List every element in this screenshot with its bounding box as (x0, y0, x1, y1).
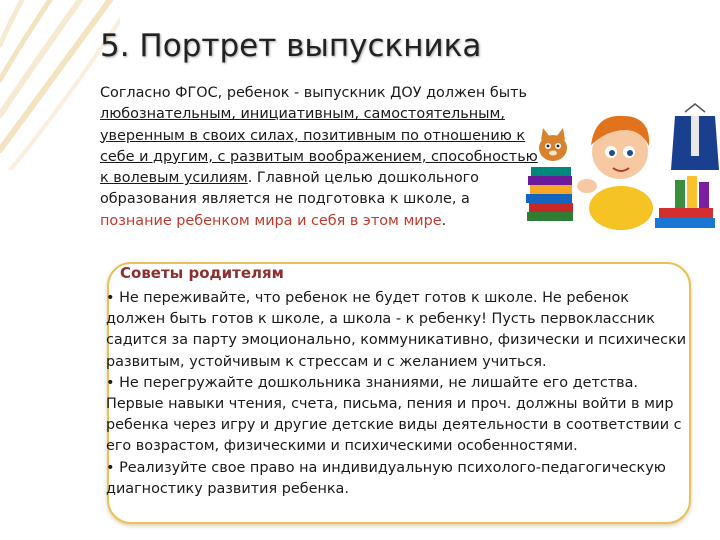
intro-suffix: . (441, 212, 447, 229)
book-stack-right (655, 176, 715, 228)
cat-figure (539, 128, 567, 161)
tip-item-3: • Реализуйте свое право на индивидуальную психолого-педагогическую диагностику развития ребенка. (106, 459, 666, 497)
school-uniform (671, 104, 719, 170)
child-figure (577, 116, 653, 230)
child-with-books-illustration (525, 100, 720, 240)
tips-list (106, 288, 691, 500)
slide-title: 5. Портрет выпускника (100, 28, 482, 64)
intro-paragraph (100, 83, 540, 232)
tips-heading: Советы родителям (120, 264, 284, 282)
intro-middle: . Главной целью дошкольного образования является не подготовка к школе, а (100, 170, 479, 208)
intro-highlight: познание ребенком мира и себя в этом мире (100, 212, 442, 229)
book-stack-left (526, 167, 573, 221)
tip-item-1: • Не переживайте, что ребенок не будет готов к школе. Не ребенок должен быть готов к школе, а школа - к ребенку! Пусть первоклассник садится за парту эмоционально, коммуникативно, физически и психически развитым, устойчивым к стрессам и с желанием учиться. (106, 290, 687, 370)
intro-prefix: Согласно ФГОС, ребенок - выпускник ДОУ должен быть (100, 85, 527, 101)
intro-qualities: любознательным, инициативным, самостоятельным, уверенным в своих силах, позитивным по отношению к себе и другим, с развитым воображением, способностью к волевым усилиям (100, 106, 538, 187)
tip-item-2: • Не перегружайте дошкольника знаниями, не лишайте его детства. Первые навыки чтения, счета, письма, пения и проч. должны войти в мир ребенка через игру и другие детские виды деятельности в соответствии с его возрастом, физическими и психическими особенностями. (106, 374, 682, 455)
